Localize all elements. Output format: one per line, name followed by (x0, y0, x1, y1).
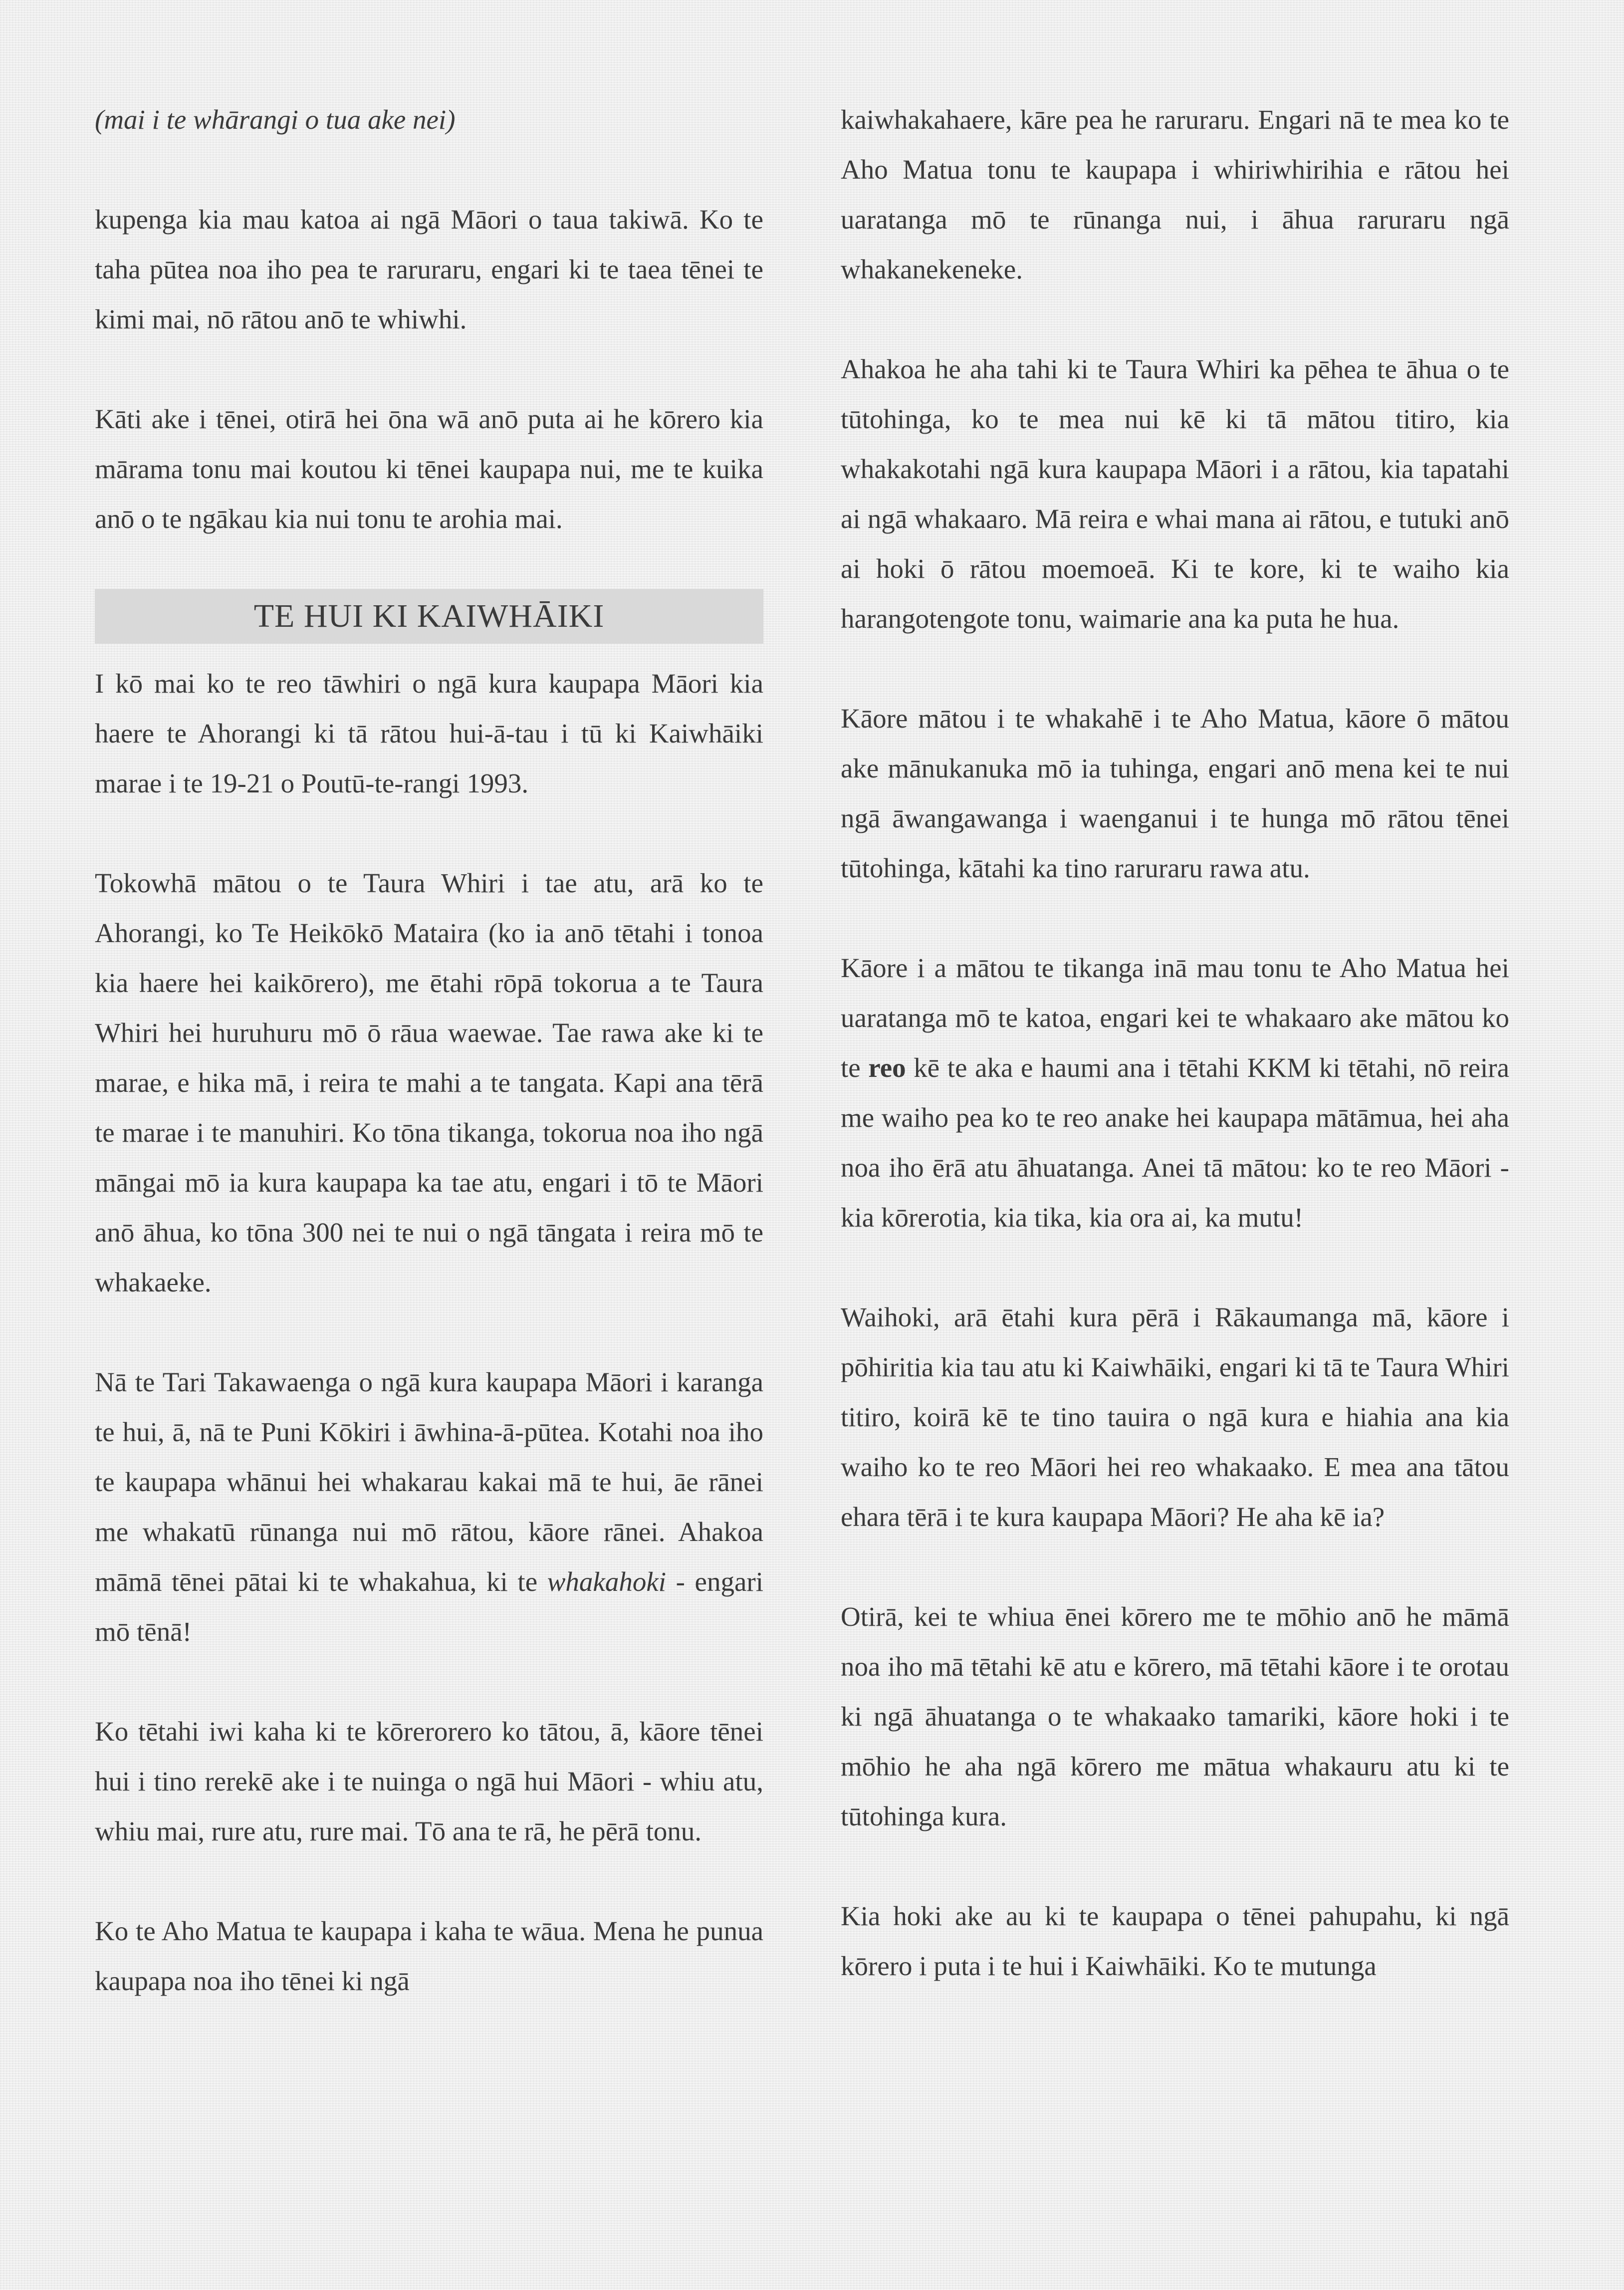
paragraph-tari-end: - engari mō tēnā! (95, 1566, 763, 1647)
emphasis-whakahoki: whakahoki (547, 1566, 667, 1597)
continued-note: (mai i te whārangi o tua ake nei) (95, 104, 456, 135)
paragraph-tari-text: Nā te Tari Takawaenga o ngā kura kaupapa Māori i karanga te hui, ā, nā te Puni Kōkiri i āwhina-ā-pūtea. Kotahi noa iho te kaupapa whānui hei whakarau kakai mā te hui, āe rānei me whakatū rūnanga nui mō rātou, kāore rānei. Ahakoa māmā tēnei pātai ki te whakahua, ki te (95, 1367, 763, 1597)
paragraph-ko-mai: I kō mai ko te reo tāwhiri o ngā kura kaupapa Māori kia haere te Ahorangi ki tā rātou hui-ā-tau i tū ki Kaiwhāiki marae i te 19-21 o Poutū-te-rangi 1993. (95, 668, 763, 798)
paragraph-waihoki: Waihoki, arā ētahi kura pērā i Rākaumanga mā, kāore i pōhiritia kia tau atu ki Kaiwhāiki, engari ki tā te Taura Whiri titiro, koirā kē te tino tauira o ngā kura e hiahia ana kia waiho ko te reo Māori hei reo whakaako. E mea ana tātou ehara tērā i te kura kaupapa Māori? He aha kē ia? (841, 1302, 1509, 1532)
left-column (95, 95, 763, 2006)
emphasis-reo: reo (868, 1052, 906, 1083)
paragraph-kaore-whakahe: Kāore mātou i te whakahē i te Aho Matua, kāore ō mātou ake mānukanuka mō ia tuhinga, engari anō mena kei te nui ngā āwangawanga i waenganui i te hunga mō rātou tēnei tūtohinga, kātahi ka tino raruraru rawa atu. (841, 703, 1509, 883)
paragraph-kaore-tikanga (841, 943, 1509, 1243)
paragraph-tari (95, 1357, 763, 1657)
paragraph-kaiwhakahaere: kaiwhakahaere, kāre pea he raruraru. Engari nā te mea ko te Aho Matua tonu te kaupapa i whiriwhirihia e rātou hei uaratanga mō te rūnanga nui, i āhua raruraru ngā whakanekeneke. (841, 104, 1509, 284)
paragraph-iwi: Ko tētahi iwi kaha ki te kōrerorero ko tātou, ā, kāore tēnei hui i tino rerekē ake i te nuinga o ngā hui Māori - whiu atu, whiu mai, rure atu, rure mai. Tō ana te rā, he pērā tonu. (95, 1716, 763, 1846)
paragraph-kaore-tikanga-end: kē te aka e haumi ana i tētahi KKM ki tētahi, nō reira me waiho pea ko te reo anake hei kaupapa mātāmua, hei aha noa iho ērā atu āhuatanga. Anei tā mātou: ko te reo Māori - kia kōrerotia, kia tika, kia ora ai, ka mutu! (841, 1052, 1509, 1233)
paragraph-kati: Kāti ake i tēnei, otirā hei ōna wā anō puta ai he kōrero kia mārama tonu mai koutou ki tēnei kaupapa nui, me te kuika anō o te ngākau kia nui tonu te arohia mai. (95, 404, 763, 534)
paragraph-tokowha: Tokowhā mātou o te Taura Whiri i tae atu, arā ko te Ahorangi, ko Te Heikōkō Mataira (ko ia anō tētahi i tonoa kia haere hei kaikōrero), me ētahi rōpā tokorua a te Taura Whiri hei huruhuru mō ō rāua waewae. Tae rawa ake ki te marae, e hika mā, i reira te mahi a te tangata. Kapi ana tērā te marae i te manuhiri. Ko tōna tikanga, tokorua noa iho ngā māngai mō ia kura kaupapa ka tae atu, engari i tō te Māori anō āhua, ko tōna 300 nei te nui o ngā tāngata i reira mō te whakaeke. (95, 868, 763, 1297)
paragraph-kaore-tikanga-text: Kāore i a mātou te tikanga inā mau tonu te Aho Matua hei uaratanga mō te katoa, engari kei te whakaaro ake mātou ko te (841, 953, 1509, 1083)
paragraph-kupenga: kupenga kia mau katoa ai ngā Māori o taua takiwā. Ko te taha pūtea noa iho pea te raruraru, engari ki te taea tēnei te kimi mai, nō rātou anō te whiwhi. (95, 204, 763, 334)
right-column (841, 95, 1509, 1991)
section-heading: TE HUI KI KAIWHĀIKI (95, 589, 763, 644)
paragraph-ahakoa: Ahakoa he aha tahi ki te Taura Whiri ka pēhea te āhua o te tūtohinga, ko te mea nui kē ki tā mātou titiro, kia whakakotahi ngā kura kaupapa Māori i a rātou, kia tapatahi ai ngā whakaaro. Mā reira e whai mana ai rātou, e tutuki anō ai hoki ō rātou moemoeā. Ki te kore, ki te waiho kia harangotengote tonu, waimarie ana ka puta he hua. (841, 354, 1509, 634)
paragraph-otira: Otirā, kei te whiua ēnei kōrero me te mōhio anō he māmā noa iho mā tētahi kē atu e kōrero, mā tētahi kāore i te orotau ki ngā āhuatanga o te whakaako tamariki, kāore hoki i te mōhio he aha ngā kōrero me mātua whakauru atu ki te tūtohinga kura. (841, 1601, 1509, 1831)
paragraph-kia-hoki: Kia hoki ake au ki te kaupapa o tēnei pahupahu, ki ngā kōrero i puta i te hui i Kaiwhāiki. Ko te mutunga (841, 1901, 1509, 1981)
paragraph-aho-matua: Ko te Aho Matua te kaupapa i kaha te wāua. Mena he punua kaupapa noa iho tēnei ki ngā (95, 1916, 763, 1996)
